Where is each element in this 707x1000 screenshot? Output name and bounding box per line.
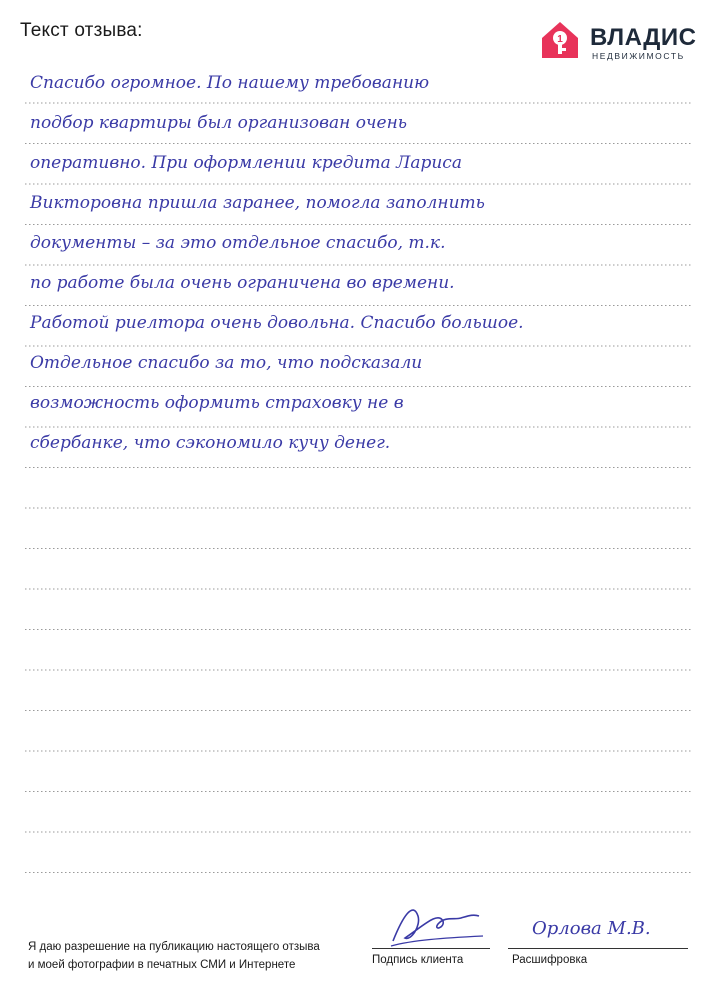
review-line: Отдельное спасибо за то, что подсказали xyxy=(30,353,423,373)
consent-text xyxy=(28,938,348,974)
decipher-line xyxy=(508,948,688,949)
form-title: Текст отзыва: xyxy=(20,20,143,41)
decipher-value: Орлова М.В. xyxy=(532,918,651,939)
review-line: оперативно. При оформлении кредита Лариса xyxy=(30,153,462,173)
logo-name: ВЛАДИС xyxy=(590,24,697,51)
review-line: по работе была очень ограничена во времени. xyxy=(30,273,455,293)
consent-line: и моей фотографии в печатных СМИ и Интернете xyxy=(28,959,296,971)
review-line: Викторовна пришла заранее, помогла заполнить xyxy=(30,193,485,213)
signature-line xyxy=(372,948,490,949)
decipher-label: Расшифровка xyxy=(512,954,588,966)
review-line: возможность оформить страховку не в xyxy=(30,393,404,413)
review-line: сбербанке, что сэкономило кучу денег. xyxy=(30,433,391,453)
client-signature xyxy=(383,896,493,956)
company-logo xyxy=(538,18,698,68)
svg-text:1: 1 xyxy=(557,34,563,45)
signature-label: Подпись клиента xyxy=(372,954,464,966)
review-line: документы – за это отдельное спасибо, т.к. xyxy=(30,233,446,253)
logo-subtitle: НЕДВИЖИМОСТЬ xyxy=(592,51,685,61)
consent-line: Я даю разрешение на публикацию настоящего отзыва xyxy=(28,941,320,953)
review-line: Работой риелтора очень довольна. Спасибо большое. xyxy=(30,313,524,333)
review-line: Спасибо огромное. По нашему требованию xyxy=(30,73,430,93)
house-key-icon xyxy=(538,18,582,62)
review-line: подбор квартиры был организован очень xyxy=(30,113,408,133)
